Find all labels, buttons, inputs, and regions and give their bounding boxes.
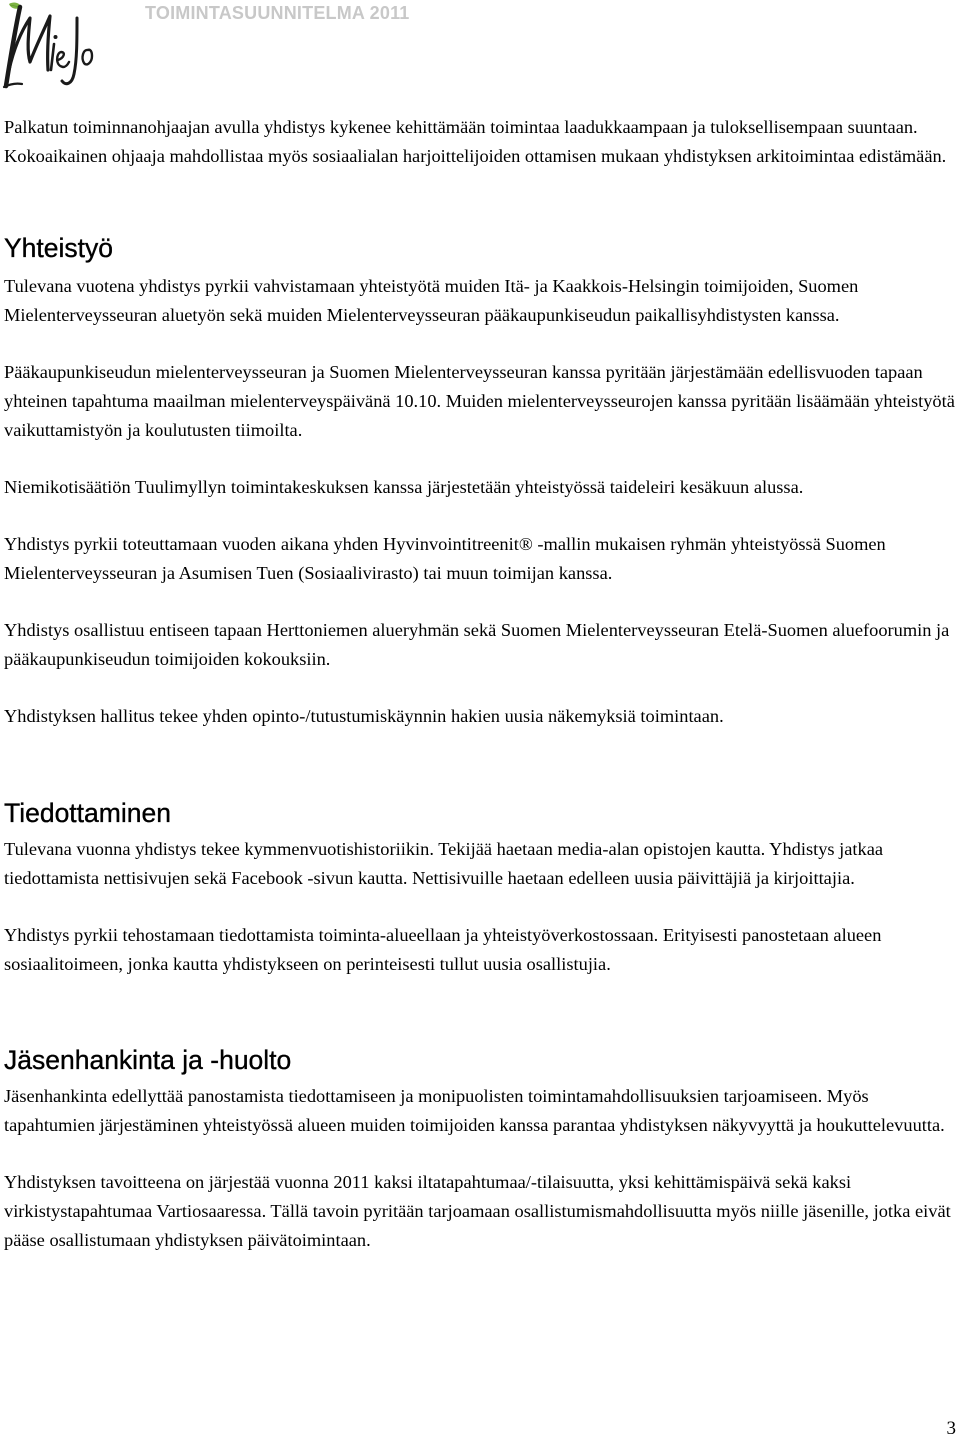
page-header: [0, 0, 960, 92]
paragraph: Pääkaupunkiseudun mielenterveysseuran ja Suomen Mielenterveysseuran kanssa pyritään järjestämään edellisvuoden tapaan yhteinen tapahtuma maailman mielenterveyspäivänä 10.10. Muiden mielenterveysseurojen kanssa pyritään lisäämään yhteistyötä vaikuttamistyön ja koulutusten tiimoilta.: [4, 362, 955, 440]
document-title: TOIMINTASUUNNITELMA 2011: [145, 3, 410, 23]
heading-yhteistyo: Yhteistyö: [4, 233, 114, 263]
paragraph: Jäsenhankinta edellyttää panostamista tiedottamiseen ja monipuolisten toimintamahdollisuuksien tarjoamiseen. Myös tapahtumien järjestäminen yhteistyössä alueen muiden toimijoiden kanssa parantaa yhdistyksen näkyvyyttä ja houkuttelevuutta.: [4, 1086, 945, 1135]
paragraph: Tulevana vuonna yhdistys tekee kymmenvuotishistoriikin. Tekijää haetaan media-alan opistojen kautta. Yhdistys jatkaa tiedottamista nettisivujen sekä Facebook -sivun kautta. Nettisivuille haetaan edelleen uusia päivittäjiä ja kirjoittajia.: [4, 839, 884, 888]
paragraph: Yhdistyksen tavoitteena on järjestää vuonna 2011 kaksi iltatapahtumaa/-tilaisuutta, yksi kehittämispäivä sekä kaksi virkistystapahtumaa Vartiosaaressa. Tällä tavoin pyritään tarjoamaan osallistumismahdollisuutta myös niille jäsenille, jotka eivät pääse osallistumaan yhdistyksen päivätoimintaan.: [4, 1172, 951, 1250]
paragraph: Niemikotisäätiön Tuulimyllyn toimintakeskuksen kanssa järjestetään yhteistyössä taideleiri kesäkuun alussa.: [4, 477, 804, 497]
paragraph: Yhdistys pyrkii toteuttamaan vuoden aikana yhden Hyvinvointitreenit® -mallin mukaisen ryhmän yhteistyössä Suomen Mielenterveysseuran ja Asumisen Tuen (Sosiaalivirasto) tai muun toimijan kanssa.: [4, 534, 886, 583]
paragraph: Yhdistys pyrkii tehostamaan tiedottamista toiminta-alueellaan ja yhteistyöverkostossaan. Erityisesti panostetaan alueen sosiaalitoimeen, jonka kautta yhdistykseen on perinteisesti tullut uusia osallistujia.: [4, 925, 882, 974]
document-body: [4, 113, 960, 1255]
heading-tiedottaminen: Tiedottaminen: [4, 798, 171, 828]
intro-paragraph: Palkatun toiminnanohjaajan avulla yhdistys kykenee kehittämään toimintaa laadukkaampaan ja tuloksellisempaan suuntaan. Kokoaikainen ohjaaja mahdollistaa myös sosiaalialan harjoittelijoiden ottamisen mukaan yhdistyksen arkitoimintaa edistämään.: [4, 117, 947, 166]
paragraph: Yhdistyksen hallitus tekee yhden opinto-/tutustumiskäynnin hakien uusia näkemyksiä toimintaan.: [4, 706, 724, 726]
page-number: 3: [946, 1418, 956, 1439]
paragraph: Tulevana vuotena yhdistys pyrkii vahvistamaan yhteistyötä muiden Itä- ja Kaakkois-Helsingin toimijoiden, Suomen Mielenterveysseuran aluetyön sekä muiden Mielenterveysseuran pääkaupunkiseudun paikallisyhdistysten kanssa.: [4, 276, 859, 325]
paragraph: Yhdistys osallistuu entiseen tapaan Herttoniemen alueryhmän sekä Suomen Mielenterveysseuran Etelä-Suomen aluefoorumin ja pääkaupunkiseudun toimijoiden kokouksiin.: [4, 620, 950, 669]
heading-jasenhankinta: Jäsenhankinta ja -huolto: [4, 1045, 292, 1075]
miejo-logo: [0, 0, 100, 92]
